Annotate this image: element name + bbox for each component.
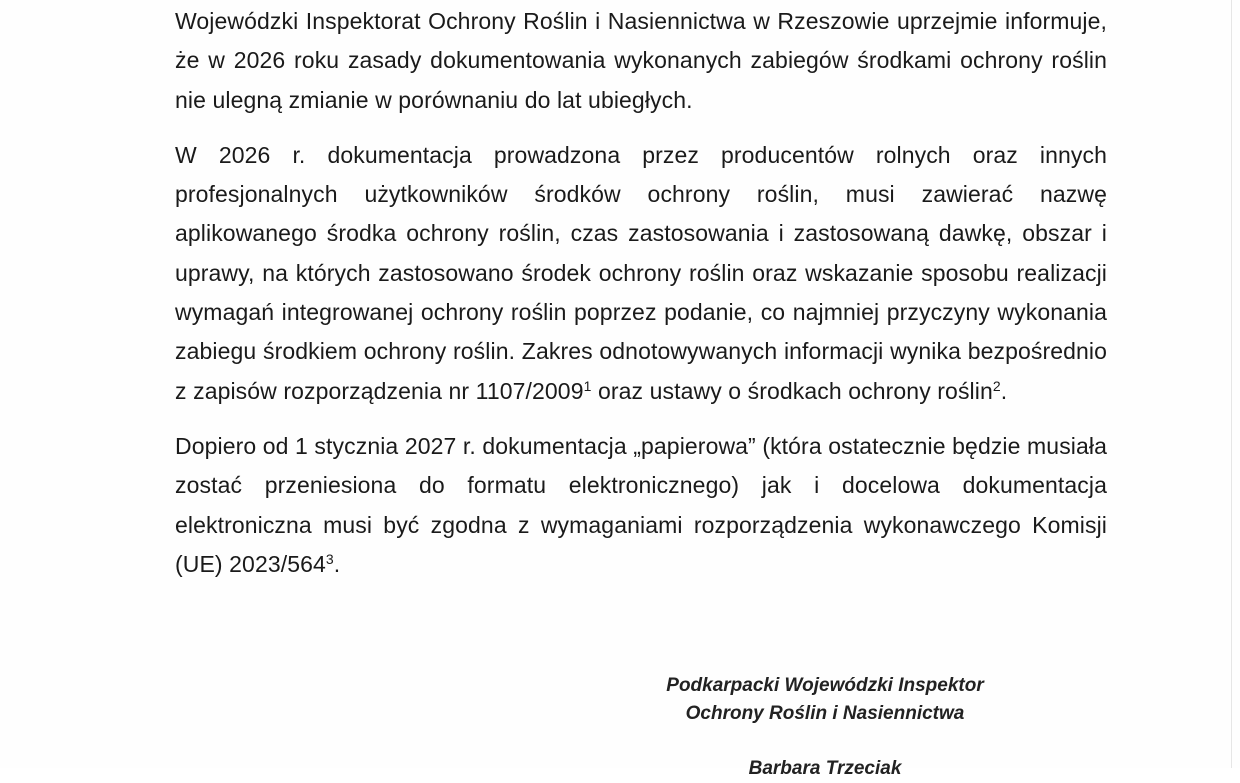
paragraph-requirements — [175, 136, 1107, 411]
paragraph-2027 — [175, 427, 1107, 584]
document-body — [175, 2, 1107, 600]
paragraph-intro: Wojewódzki Inspektorat Ochrony Roślin i Nasiennictwa w Rzeszowie uprzejmie informuje, że w 2026 roku zasady dokumentowania wykonanych zabiegów środkami ochrony roślin nie ulegną zmianie w porównaniu do lat ubiegłych. — [175, 8, 1107, 113]
footnote-ref-2[interactable]: 2 — [992, 377, 1001, 394]
footnote-ref-1[interactable]: 1 — [583, 377, 592, 394]
signature-block — [600, 672, 1050, 728]
paragraph-requirements-text-2: oraz ustawy o środkach ochrony roślin — [591, 377, 993, 404]
paragraph-requirements-end: . — [1000, 377, 1008, 404]
signature-name: Barbara Trzeciak — [748, 758, 902, 779]
signature-title-line-2: Ochrony Roślin i Nasiennictwa — [685, 703, 965, 724]
paragraph-requirements-text: W 2026 r. dokumentacja prowadzona przez producentów rolnych oraz innych profesjonalnych użytkowników środków ochrony roślin, musi zawierać nazwę aplikowanego środka ochrony roślin, czas zastosowania i zastosowaną dawkę, obszar i uprawy, na których zastosowano środek ochrony roślin oraz wskazanie sposobu realizacji wymagań integrowanej ochrony roślin poprzez podanie, co najmniej przyczyny wykonania zabiegu środkiem ochrony roślin. Zakres odnotowywanych informacji wynika bezpośrednio z zapisów rozporządzenia nr 1107/2009 — [175, 141, 1107, 404]
footnote-ref-3[interactable]: 3 — [325, 550, 334, 567]
paragraph-2027-end: . — [333, 550, 341, 577]
paragraph-2027-text: Dopiero od 1 stycznia 2027 r. dokumentacja „papierowa” (która ostatecznie będzie musiała zostać przeniesiona do formatu elektronicznego) jak i docelowa dokumentacja elektroniczna musi być zgodna z wymaganiami rozporządzenia wykonawczego Komisji (UE) 2023/564 — [175, 432, 1107, 577]
page-edge-divider — [1231, 0, 1232, 768]
signature-title-line-1: Podkarpacki Wojewódzki Inspektor — [666, 675, 984, 696]
